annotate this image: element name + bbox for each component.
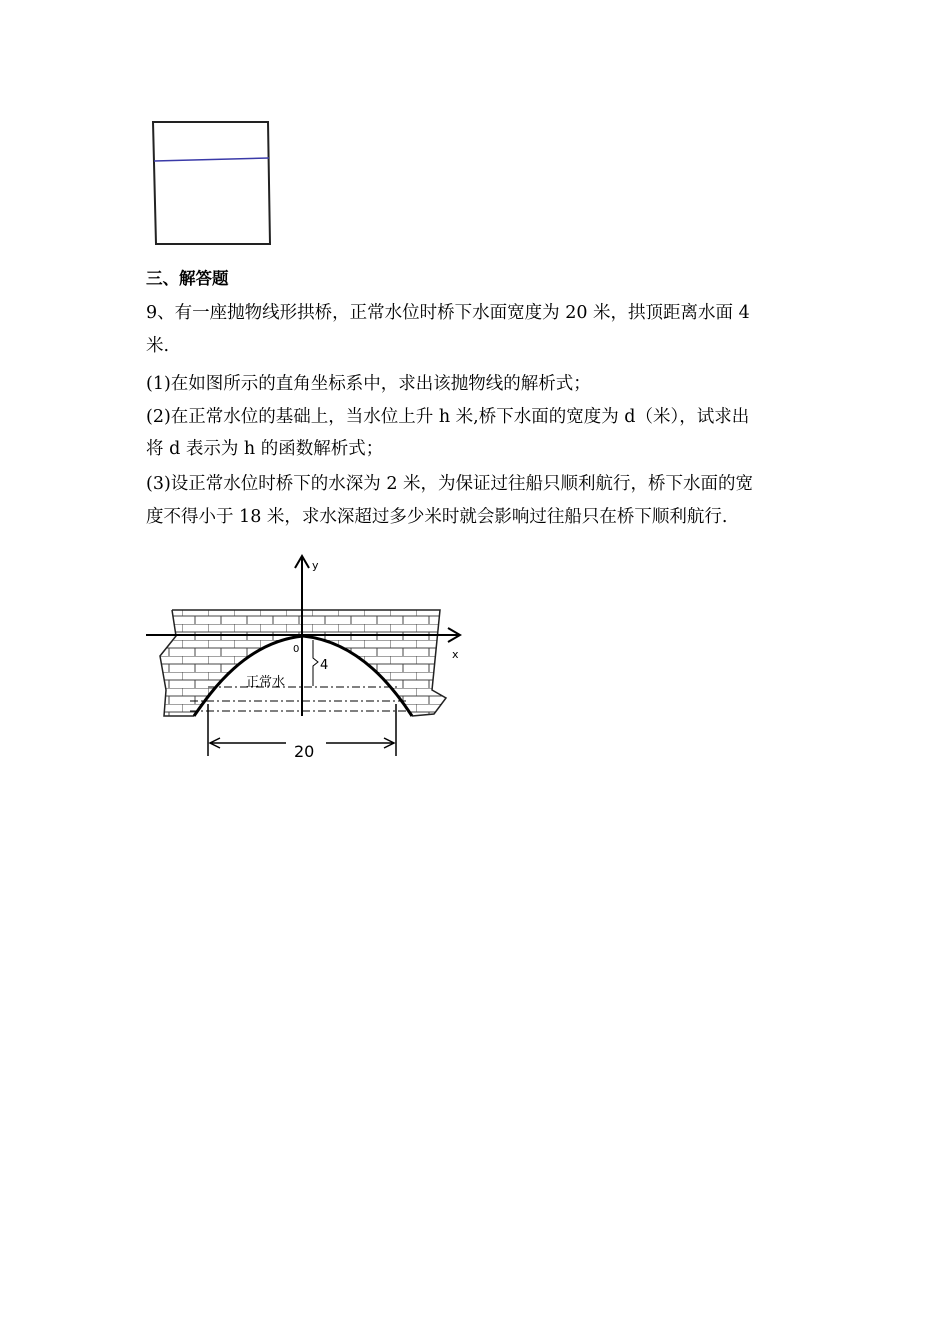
problem-line-3: (1)在如图所示的直角坐标系中，求出该抛物线的解析式； <box>146 374 591 394</box>
x-axis-label: x <box>452 648 459 661</box>
width-label: 20 <box>294 742 315 761</box>
height-label: 4 <box>320 658 329 673</box>
water-label: 正常水 <box>246 675 286 690</box>
y-axis-label: y <box>312 559 319 572</box>
section-heading: 三、解答题 <box>146 269 229 288</box>
problem-line-1: 9、有一座抛物线形拱桥，正常水位时桥下水面宽度为 20 米，拱顶距离水面 4 <box>146 303 750 323</box>
problem-line-2: 米. <box>146 336 170 356</box>
problem-line-5: 将 d 表示为 h 的函数解析式； <box>146 439 384 459</box>
problem-line-6: (3)设正常水位时桥下的水深为 2 米，为保证过往船只顺利航行，桥下水面的宽 <box>146 474 754 494</box>
height-brace <box>313 640 318 686</box>
problem-line-7: 度不得小于 18 米，求水深超过多少米时就会影响过往船只在桥下顺利航行. <box>146 507 728 527</box>
origin-label: 0 <box>293 644 300 655</box>
problem-line-4: (2)在正常水位的基础上，当水位上升 h 米,桥下水面的宽度为 d（米），试求出 <box>146 407 750 427</box>
brick-wall <box>150 610 460 720</box>
